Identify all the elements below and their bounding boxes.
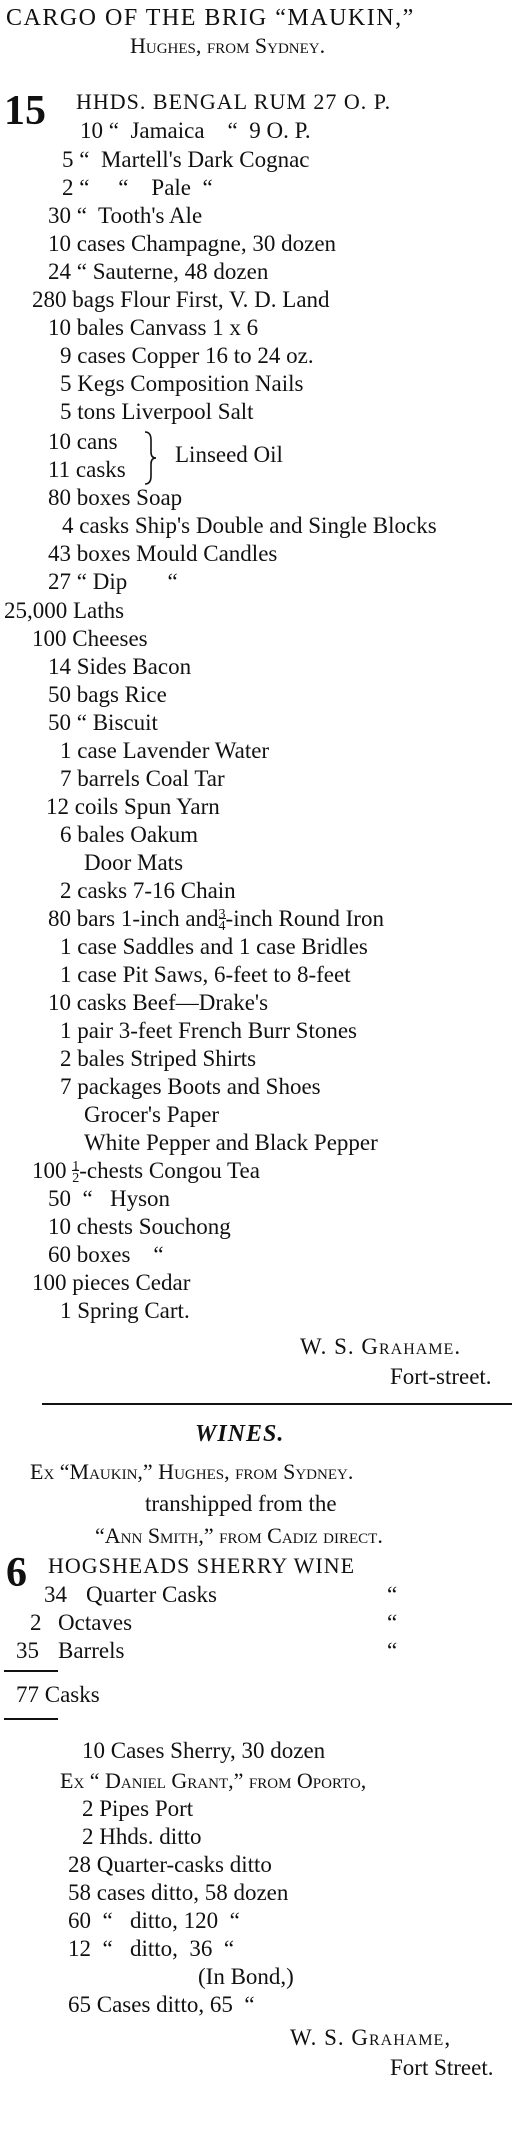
linseed-oil-label: Linseed Oil [175, 442, 283, 467]
cargo-line: 50 “ Biscuit [48, 710, 158, 735]
cargo-line: 10 bales Canvass 1 x 6 [48, 315, 259, 340]
cargo-line: 4 casks Ship's Double and Single Blocks [62, 513, 437, 538]
cargo-line: Grocer's Paper [84, 1102, 220, 1127]
cargo-line: 100 Cheeses [32, 626, 148, 651]
cargo-line: 10 casks Beef—Drake's [48, 990, 269, 1015]
cargo-line: 1 pair 3-feet French Burr Stones [60, 1018, 358, 1043]
cargo-line: 10 cans [48, 429, 118, 454]
fraction [218, 906, 226, 934]
oporto-line: 2 Hhds. ditto [82, 1824, 202, 1849]
cargo-line: 2 “ “ Pale “ [62, 175, 213, 200]
oporto-line: 12 “ ditto, 36 “ [68, 1936, 235, 1961]
cargo-line: Door Mats [84, 850, 184, 875]
cargo-line: 5 Kegs Composition Nails [60, 371, 304, 396]
cargo-line: 12 coils Spun Yarn [46, 794, 220, 819]
cargo-line [32, 1157, 260, 1185]
wines-ann-smith: “Ann Smith,” from Cadiz direct. [95, 1523, 383, 1548]
fraction-num: 3 [218, 906, 226, 922]
cargo-line: 10 cases Champagne, 30 dozen [48, 231, 337, 256]
cargo-line-1: HHDS. BENGAL RUM 27 O. P. [76, 89, 392, 114]
ditto-mark: “ [387, 1582, 398, 1607]
fraction-num: 1 [72, 1158, 80, 1174]
drop-cap-6: 6 [6, 1550, 27, 1596]
wine-desc: Quarter Casks [86, 1582, 217, 1607]
cargo-line: 30 “ Tooth's Ale [48, 203, 203, 228]
cargo-line: 10 chests Souchong [48, 1214, 231, 1239]
wines-ex-line: Ex “Maukin,” Hughes, from Sydney. [30, 1459, 354, 1484]
wines-tranship: transhipped from the [145, 1491, 337, 1516]
oporto-line: 2 Pipes Port [82, 1796, 194, 1821]
fraction-den: 2 [72, 1170, 80, 1186]
oporto-line: 60 “ ditto, 120 “ [68, 1908, 240, 1933]
cargo-line: 1 case Lavender Water [60, 738, 270, 763]
cargo-line: 2 bales Striped Shirts [60, 1046, 257, 1071]
cargo-line: 5 tons Liverpool Salt [60, 399, 254, 424]
ditto-mark: “ [387, 1638, 398, 1663]
cargo-text: 80 bars 1-inch and [48, 906, 219, 931]
wines-first-line: HOGSHEADS SHERRY WINE [48, 1553, 356, 1578]
cargo-line: 24 “ Sauterne, 48 dozen [48, 259, 269, 284]
cargo-text: -chests Congou Tea [79, 1158, 260, 1183]
brace-icon [143, 430, 157, 486]
wines-ex-daniel: Ex “ Daniel Grant,” from Oporto, [60, 1768, 367, 1793]
section-divider [42, 1403, 512, 1405]
cargo-line [48, 905, 384, 933]
wine-qty: 35 [16, 1638, 39, 1663]
signature-street: Fort-street. [390, 1364, 492, 1389]
cargo-line: 7 barrels Coal Tar [60, 766, 225, 791]
cases-sherry: 10 Cases Sherry, 30 dozen [82, 1738, 326, 1763]
cargo-line: 1 Spring Cart. [60, 1298, 190, 1323]
cargo-line: 7 packages Boots and Shoes [60, 1074, 321, 1099]
cargo-line: 100 pieces Cedar [32, 1270, 191, 1295]
cargo-line: 1 case Saddles and 1 case Bridles [60, 934, 368, 959]
wine-qty: 34 [44, 1582, 67, 1607]
cargo-line: 50 bags Rice [48, 682, 167, 707]
cargo-text: 100 [32, 1158, 67, 1183]
cargo-line: 2 casks 7-16 Chain [60, 878, 236, 903]
cargo-line: 280 bags Flour First, V. D. Land [32, 287, 330, 312]
cargo-line: White Pepper and Black Pepper [84, 1130, 378, 1155]
cargo-line: 27 “ Dip “ [48, 569, 178, 594]
sum-rule [4, 1718, 58, 1720]
cargo-line: 14 Sides Bacon [48, 654, 192, 679]
wine-desc: Octaves [58, 1610, 133, 1635]
ad-subtitle: Hughes, from Sydney. [130, 33, 326, 58]
oporto-line: 58 cases ditto, 58 dozen [68, 1880, 289, 1905]
wine-qty: 2 [30, 1610, 42, 1635]
oporto-line: 28 Quarter-casks ditto [68, 1852, 272, 1877]
signature-street: Fort Street. [390, 2055, 494, 2080]
wines-heading: WINES. [195, 1421, 285, 1447]
ad-title: CARGO OF THE BRIG “MAUKIN,” [6, 5, 415, 31]
signature-name: W. S. Grahame, [290, 2025, 452, 2050]
cargo-line: 1 case Pit Saws, 6-feet to 8-feet [60, 962, 351, 987]
cargo-line: 43 boxes Mould Candles [48, 541, 278, 566]
fraction-den: 4 [218, 918, 226, 934]
drop-cap-15: 15 [4, 88, 46, 134]
wines-total: 77 Casks [16, 1682, 100, 1707]
cargo-line: 6 bales Oakum [60, 822, 198, 847]
cargo-line: 80 boxes Soap [48, 485, 183, 510]
cargo-line: 50 “ Hyson [48, 1186, 171, 1211]
ditto-mark: “ [387, 1610, 398, 1635]
cargo-line: 10 “ Jamaica “ 9 O. P. [80, 118, 311, 143]
cargo-line: 5 “ Martell's Dark Cognac [62, 147, 310, 172]
cargo-line: 25,000 Laths [4, 598, 125, 623]
cargo-line: 11 casks [48, 457, 126, 482]
signature-name: W. S. Grahame. [300, 1334, 462, 1359]
cargo-line: 60 boxes “ [48, 1242, 164, 1267]
wine-desc: Barrels [58, 1638, 125, 1663]
oporto-line: (In Bond,) [198, 1964, 294, 1989]
cargo-text: -inch Round Iron [225, 906, 384, 931]
cargo-line: 9 cases Copper 16 to 24 oz. [60, 343, 314, 368]
sum-rule [4, 1670, 58, 1672]
oporto-line: 65 Cases ditto, 65 “ [68, 1992, 255, 2017]
